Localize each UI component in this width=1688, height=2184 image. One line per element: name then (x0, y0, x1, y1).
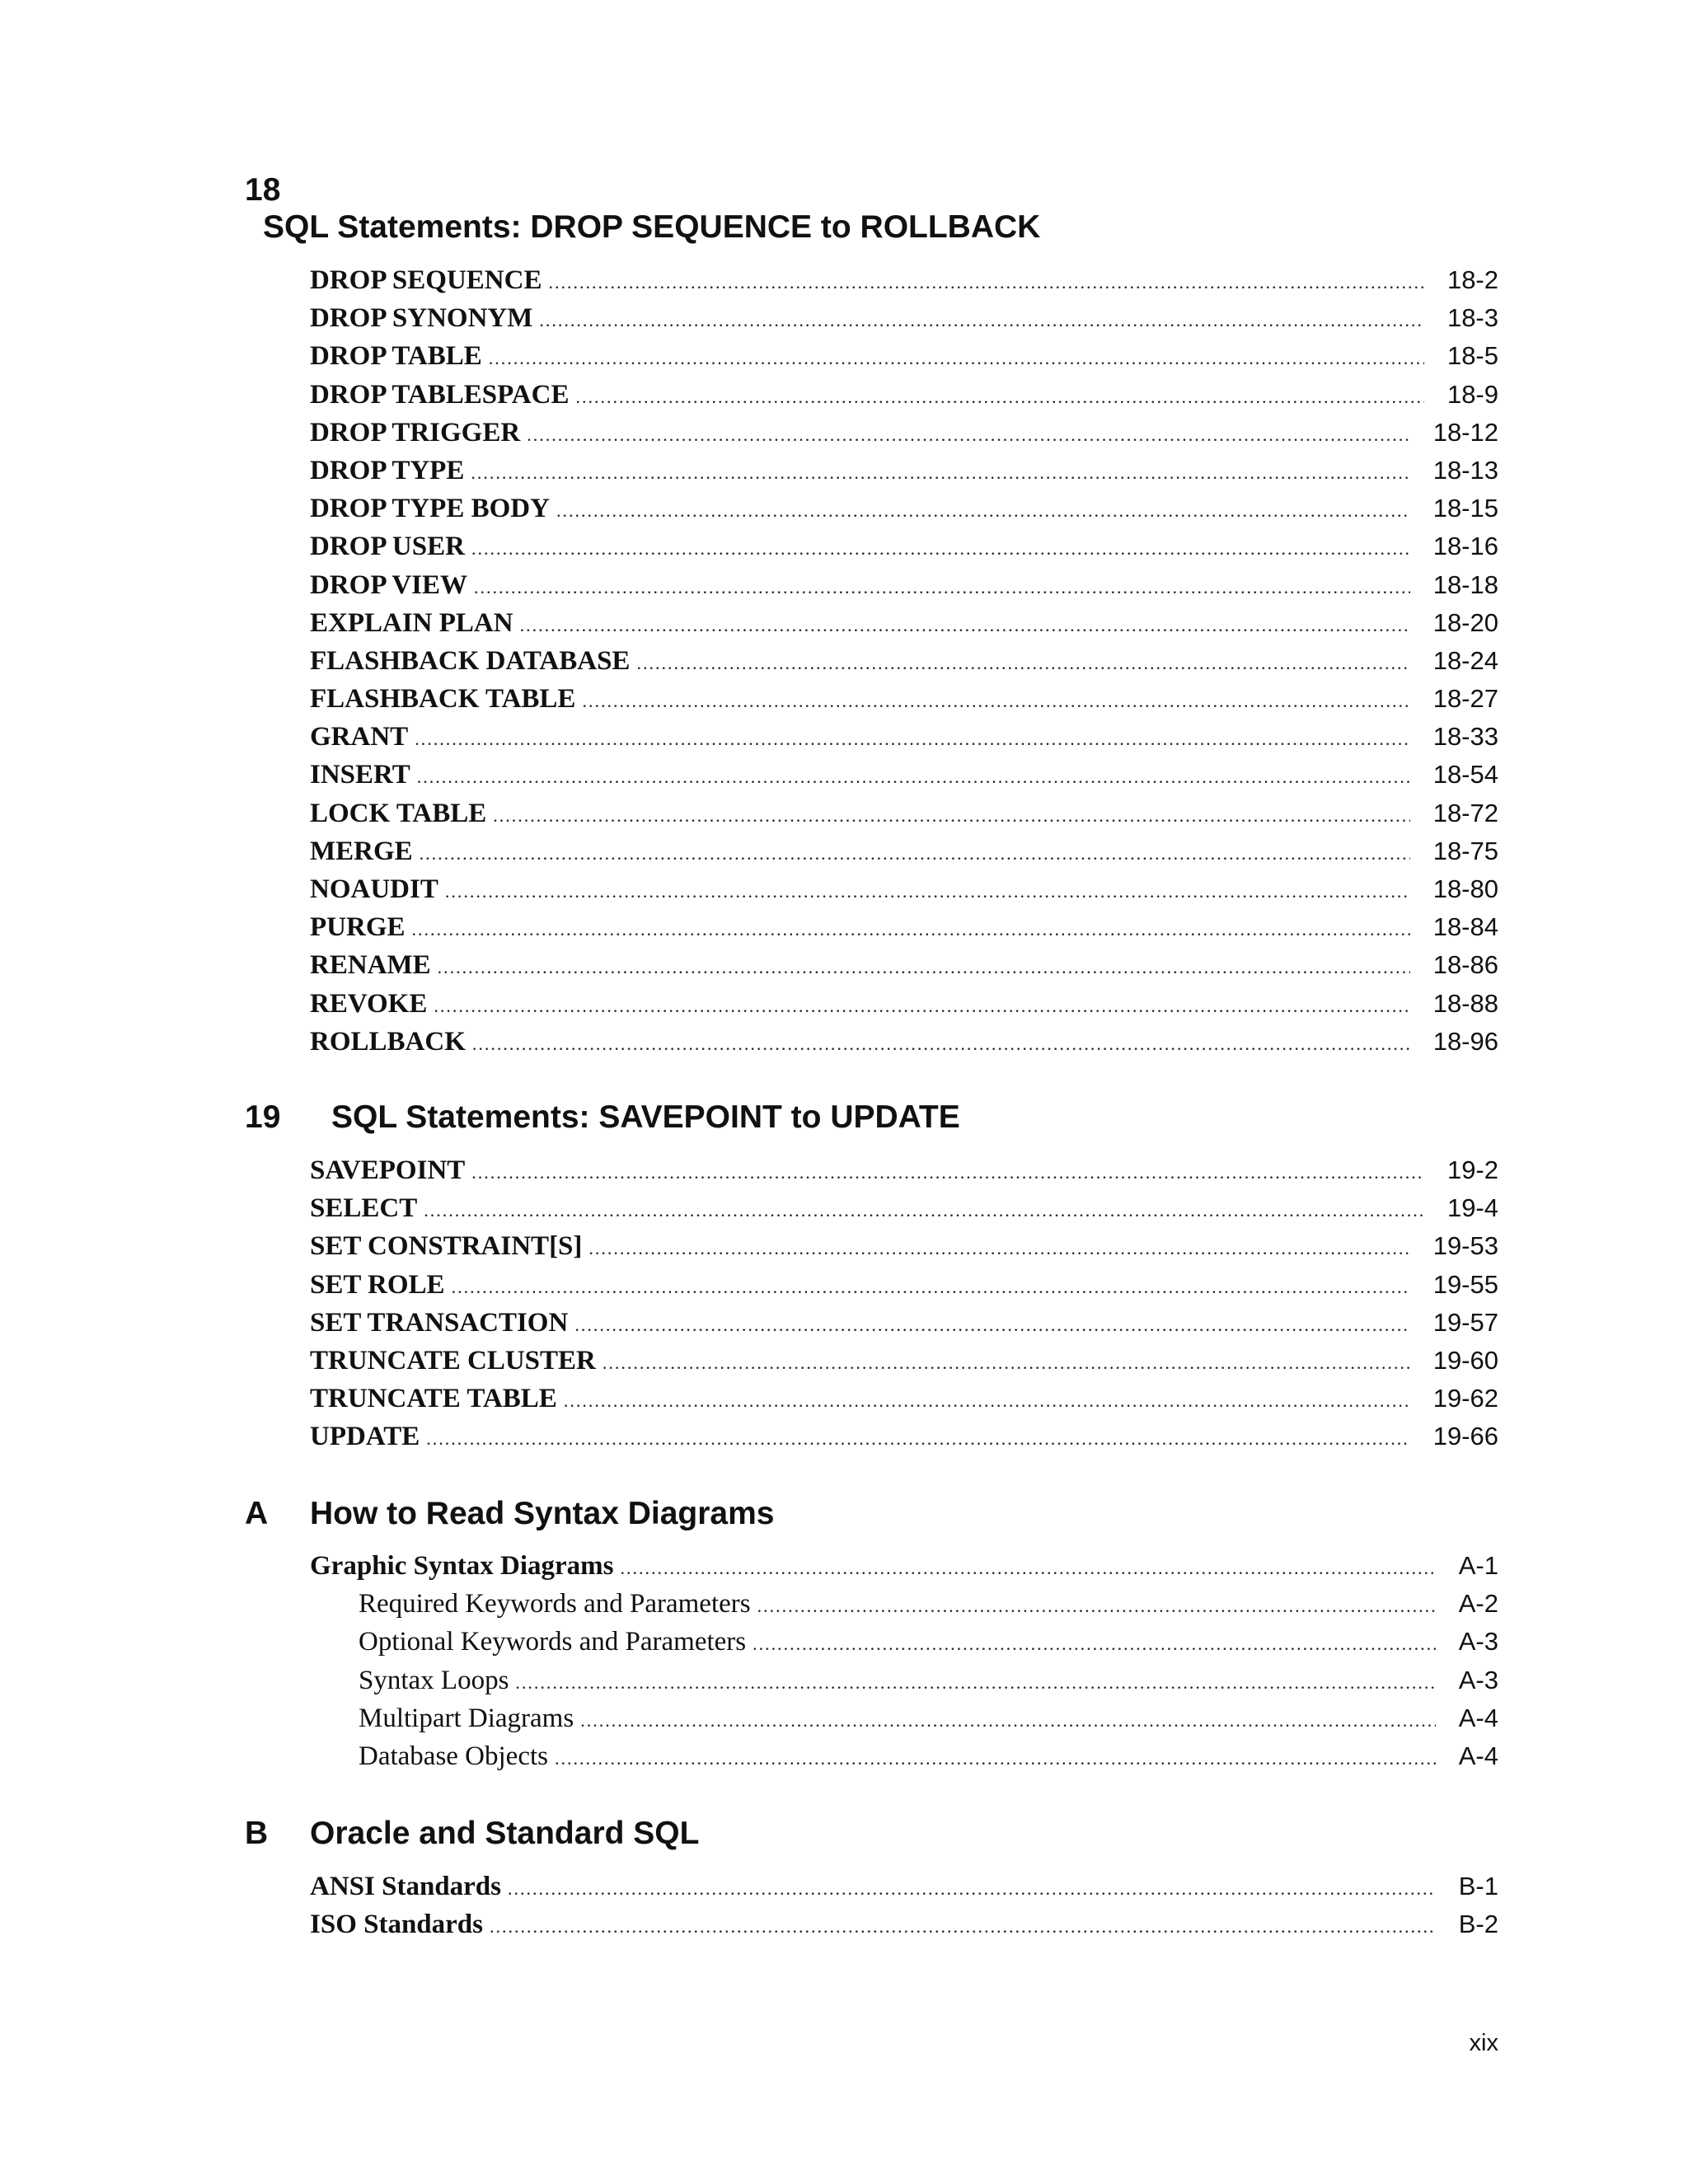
dot-leader (527, 416, 1410, 454)
dot-leader (574, 1306, 1409, 1344)
toc-entry-label: REVOKE (310, 988, 428, 1019)
toc-entry-label: NOAUDIT (310, 874, 438, 904)
toc-entry-label: GRANT (310, 722, 409, 752)
toc-entry-label: FLASHBACK DATABASE (310, 645, 631, 676)
toc-entry-label: Optional Keywords and Parameters (359, 1627, 747, 1657)
toc-entry[interactable] (310, 527, 1498, 565)
toc-entry-label: DROP TYPE (310, 455, 465, 485)
toc-entry-page: A-3 (1458, 1627, 1498, 1657)
toc-entry-page: A-2 (1458, 1589, 1498, 1619)
toc-entry[interactable] (310, 1585, 1498, 1623)
toc-entry-label: DROP TABLESPACE (310, 379, 570, 410)
toc-entry-page: 18-86 (1432, 950, 1498, 980)
dot-leader (753, 1625, 1436, 1663)
toc-entry-page: 18-27 (1432, 684, 1498, 714)
toc-entry-page: 18-5 (1447, 341, 1498, 371)
toc-section (310, 1868, 1498, 1943)
toc-entry[interactable] (310, 604, 1498, 642)
toc-section (310, 1151, 1498, 1456)
appendix-title: Oracle and Standard SQL (310, 1816, 700, 1851)
toc-entry-page: 19-60 (1432, 1345, 1498, 1375)
dot-leader (508, 1870, 1436, 1908)
dot-leader (555, 1740, 1436, 1778)
toc-entry[interactable] (310, 794, 1498, 832)
toc-entry-page: 18-3 (1447, 303, 1498, 333)
toc-entry[interactable] (310, 1868, 1498, 1905)
toc-entry-label: SELECT (310, 1193, 418, 1224)
toc-entry[interactable] (310, 946, 1498, 984)
toc-entry-page: 18-13 (1432, 455, 1498, 485)
toc-entry-page: 19-57 (1432, 1307, 1498, 1337)
toc-entry-page: 19-2 (1447, 1155, 1498, 1184)
dot-leader (412, 911, 1410, 949)
toc-entry-label: FLASHBACK TABLE (310, 684, 576, 715)
appendix-letter: B (245, 1816, 269, 1851)
dot-leader (438, 949, 1410, 987)
toc-entry[interactable] (310, 1227, 1498, 1265)
toc-entry[interactable] (310, 832, 1498, 870)
toc-entry[interactable] (310, 490, 1498, 527)
chapter-number: 19 (245, 1099, 281, 1135)
toc-entry[interactable] (310, 1547, 1498, 1585)
dot-leader (474, 569, 1410, 607)
toc-entry-label: ANSI Standards (310, 1872, 501, 1901)
dot-leader (415, 720, 1410, 758)
dot-leader (452, 1268, 1410, 1306)
dot-leader (434, 987, 1409, 1025)
toc-entry[interactable] (310, 1623, 1498, 1661)
dot-leader (564, 1382, 1410, 1420)
toc-entry-page: 18-20 (1432, 607, 1498, 637)
toc-entry[interactable] (310, 1189, 1498, 1227)
toc-entry-label: DROP TRIGGER (310, 417, 521, 448)
toc-entry-label: INSERT (310, 760, 410, 790)
toc-entry[interactable] (310, 756, 1498, 794)
toc-entry[interactable] (310, 1023, 1498, 1061)
toc-entry-page: 18-80 (1432, 874, 1498, 903)
toc-entry-label: DROP SEQUENCE (310, 265, 542, 295)
toc-entry-label: Graphic Syntax Diagrams (310, 1551, 614, 1581)
dot-leader (417, 758, 1410, 796)
toc-entry-page: 18-84 (1432, 912, 1498, 942)
appendix-letter: A (245, 1496, 269, 1531)
toc-entry-label: DROP SYNONYM (310, 303, 533, 334)
dot-leader (588, 1230, 1409, 1268)
toc-entry[interactable] (310, 1661, 1498, 1699)
toc-entry[interactable] (310, 1151, 1498, 1189)
toc-entry[interactable] (310, 985, 1498, 1023)
toc-entry[interactable] (310, 680, 1498, 718)
toc-entry[interactable] (310, 642, 1498, 680)
toc-entry[interactable] (310, 1304, 1498, 1342)
dot-leader (472, 1025, 1410, 1063)
toc-entry-page: 19-53 (1432, 1231, 1498, 1261)
dot-leader (548, 264, 1423, 302)
dot-leader (493, 797, 1409, 835)
toc-entry-label: LOCK TABLE (310, 798, 487, 828)
toc-entry-page: 18-15 (1432, 494, 1498, 523)
toc-entry-page: B-1 (1458, 1872, 1498, 1900)
toc-entry-page: 19-66 (1432, 1422, 1498, 1451)
chapter-title: SQL Statements: DROP SEQUENCE to ROLLBACK (263, 209, 1041, 245)
dot-leader (520, 607, 1410, 644)
appendix-heading (245, 1493, 1481, 1535)
toc-entry-page: 18-16 (1432, 532, 1498, 561)
toc-entry-label: DROP TYPE BODY (310, 494, 550, 524)
toc-entry-page: 18-24 (1432, 645, 1498, 675)
toc-entry-label: ISO Standards (310, 1910, 484, 1940)
toc-entry-label: Syntax Loops (359, 1665, 509, 1695)
toc-entry[interactable] (310, 870, 1498, 908)
toc-entry-label: Database Objects (359, 1741, 548, 1771)
toc-entry-label: RENAME (310, 950, 431, 981)
dot-leader (424, 1192, 1424, 1230)
dot-leader (471, 530, 1410, 568)
toc-entry-label: DROP VIEW (310, 569, 468, 600)
dot-leader (445, 873, 1410, 911)
toc-entry-page: 19-55 (1432, 1269, 1498, 1299)
toc-entry-page: A-4 (1458, 1703, 1498, 1732)
toc-entry-page: A-1 (1458, 1551, 1498, 1580)
toc-entry[interactable] (310, 1905, 1498, 1943)
toc-entry-label: Multipart Diagrams (359, 1703, 574, 1733)
toc-entry[interactable] (310, 1737, 1498, 1775)
toc-entry-page: 18-12 (1432, 417, 1498, 447)
toc-entry-page: 18-2 (1447, 265, 1498, 294)
toc-entry-page: 19-62 (1432, 1384, 1498, 1413)
dot-leader (539, 302, 1424, 340)
toc-entry[interactable] (310, 1699, 1498, 1737)
toc-entry[interactable] (310, 566, 1498, 604)
toc-entry-label: ROLLBACK (310, 1026, 466, 1057)
toc-entry-label: TRUNCATE CLUSTER (310, 1345, 596, 1376)
toc-entry-page: B-2 (1458, 1910, 1498, 1939)
toc-entry-page: A-4 (1458, 1741, 1498, 1770)
dot-leader (582, 682, 1409, 720)
toc-entry-label: SET ROLE (310, 1269, 445, 1300)
toc-entry-page: 18-88 (1432, 988, 1498, 1018)
toc-entry-label: SET CONSTRAINT[S] (310, 1231, 583, 1262)
toc-entry-label: SAVEPOINT (310, 1155, 466, 1185)
toc-entry-label: PURGE (310, 912, 406, 943)
toc-entry[interactable] (310, 1266, 1498, 1304)
toc-entry-page: 18-72 (1432, 798, 1498, 827)
toc-entry-page: 18-33 (1432, 722, 1498, 752)
dot-leader (636, 644, 1409, 682)
toc-entry-label: UPDATE (310, 1422, 420, 1452)
toc-entry-label: TRUNCATE TABLE (310, 1384, 557, 1414)
dot-leader (556, 492, 1410, 530)
toc-entry-label: DROP USER (310, 532, 465, 562)
toc-entry-label: DROP TABLE (310, 341, 482, 372)
chapter-number: 18 (245, 172, 281, 208)
toc-entry[interactable] (310, 452, 1498, 490)
page-number: xix (1469, 2030, 1498, 2056)
appendix-heading (245, 1812, 1481, 1855)
toc-entry-page: 18-54 (1432, 760, 1498, 790)
dot-leader (603, 1344, 1410, 1382)
toc-entry[interactable] (310, 337, 1498, 375)
toc-entry-label: MERGE (310, 836, 413, 866)
dot-leader (621, 1549, 1436, 1587)
dot-leader (489, 340, 1424, 377)
appendix-title: How to Read Syntax Diagrams (310, 1496, 775, 1531)
toc-entry[interactable] (310, 908, 1498, 946)
toc-entry[interactable] (310, 1342, 1498, 1380)
toc-entry-label: Required Keywords and Parameters (359, 1589, 751, 1619)
dot-leader (757, 1587, 1436, 1625)
toc-entry-label: SET TRANSACTION (310, 1307, 569, 1338)
toc-entry-label: EXPLAIN PLAN (310, 607, 513, 638)
toc-entry-page: 18-96 (1432, 1026, 1498, 1056)
chapter-title: SQL Statements: SAVEPOINT to UPDATE (331, 1099, 960, 1135)
toc-entry-page: 18-18 (1432, 569, 1498, 599)
dot-leader (515, 1664, 1435, 1702)
dot-leader (471, 1154, 1424, 1192)
toc-entry[interactable] (310, 1380, 1498, 1418)
toc-entry[interactable] (310, 261, 1498, 299)
toc-entry[interactable] (310, 1418, 1498, 1455)
toc-entry[interactable] (310, 414, 1498, 452)
toc-entry-page: 18-9 (1447, 379, 1498, 409)
dot-leader (426, 1420, 1409, 1458)
dot-leader (575, 378, 1423, 416)
dot-leader (490, 1908, 1436, 1946)
dot-leader (580, 1702, 1436, 1740)
toc-section (310, 1547, 1498, 1775)
dot-leader (420, 835, 1410, 873)
dot-leader (471, 454, 1409, 492)
toc-entry[interactable] (310, 376, 1498, 414)
toc-entry-page: 18-75 (1432, 836, 1498, 865)
toc-section (310, 261, 1498, 1061)
chapter-heading (245, 1096, 1481, 1139)
toc-entry-page: A-3 (1458, 1665, 1498, 1694)
toc-entry-page: 19-4 (1447, 1193, 1498, 1223)
toc-entry[interactable] (310, 299, 1498, 337)
toc-entry[interactable] (310, 718, 1498, 756)
